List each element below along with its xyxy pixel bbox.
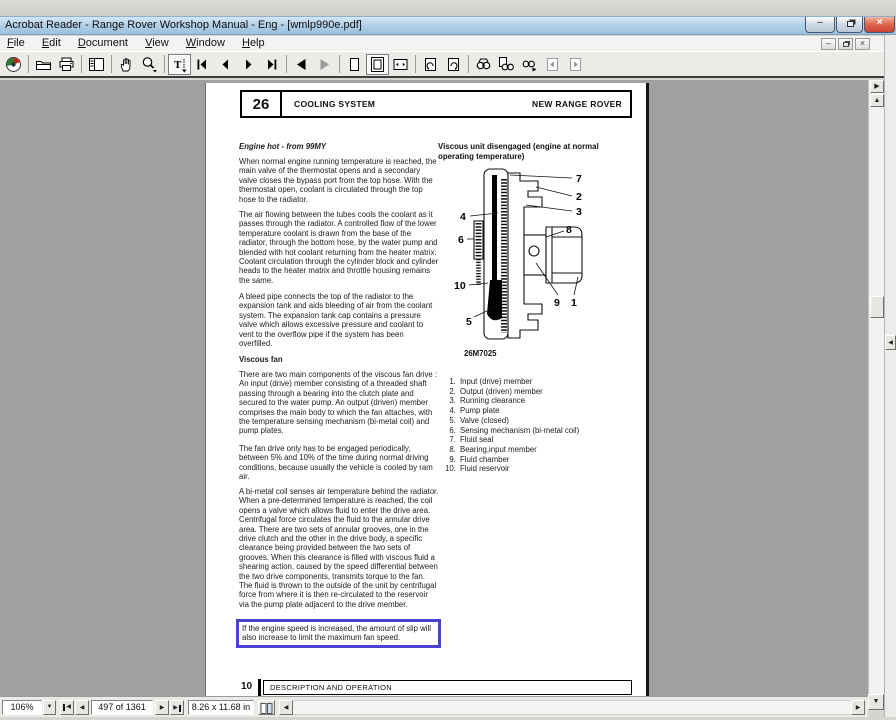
first-page-icon	[194, 56, 211, 73]
first-page-button[interactable]	[60, 700, 74, 715]
page-layout-icon	[260, 702, 273, 715]
page-layout-button[interactable]	[258, 700, 275, 715]
bar-icon	[63, 704, 65, 711]
figure-legend	[444, 377, 634, 474]
toolbar-separator	[164, 55, 165, 73]
minimize-icon: –	[825, 38, 831, 48]
callout-9: 9	[554, 297, 560, 309]
triangle-right-icon: ▶	[173, 705, 178, 711]
restore-icon	[843, 42, 849, 47]
horizontal-scrollbar[interactable]	[279, 700, 865, 715]
actual-size-icon	[346, 56, 363, 73]
previous-page-button[interactable]	[214, 54, 237, 75]
mdi-window-controls	[821, 38, 870, 50]
first-page-button[interactable]	[191, 54, 214, 75]
restore-button[interactable]	[836, 17, 863, 33]
footer-divider	[258, 679, 261, 696]
zoom-tool-button[interactable]	[138, 54, 161, 75]
legend-item: 7. Fluid seal	[458, 435, 634, 445]
hand-icon	[118, 56, 135, 73]
fit-in-window-button[interactable]	[366, 54, 389, 75]
mdi-restore-button[interactable]	[838, 38, 853, 50]
previous-view-icon	[422, 56, 439, 73]
toolbar-separator	[339, 55, 340, 73]
minimize-button[interactable]	[805, 17, 835, 33]
menu-help[interactable]: Help	[241, 37, 265, 49]
close-icon: ×	[876, 17, 883, 28]
legend-item: 5. Valve (closed)	[458, 416, 634, 426]
text-select-icon	[171, 56, 188, 73]
vertical-scrollbar[interactable]	[868, 80, 884, 694]
titlebar	[0, 16, 896, 35]
document-area[interactable]	[0, 80, 868, 696]
acrobat-logo-button[interactable]	[2, 54, 25, 75]
desktop-backdrop	[0, 0, 896, 16]
pdf-page	[205, 83, 649, 696]
legend-item: 2. Output (driven) member	[458, 387, 634, 397]
triangle-left-icon: ◀	[66, 704, 71, 710]
page-size-indicator: 8.26 x 11.68 in	[188, 700, 254, 715]
triangle-right-icon: ▶	[159, 705, 165, 711]
paragraph: The fan drive only has to be engaged periodically, between 5% and 10% of the time during normal driving conditions, because usually the vehicle is cooled by ram air.	[239, 444, 433, 482]
callout-4: 4	[460, 211, 466, 223]
legend-item: 10. Fluid reservoir	[458, 464, 634, 474]
binoculars-page-icon	[498, 56, 515, 73]
menubar	[0, 36, 884, 51]
highlight-annotation[interactable]: If the engine speed is increased, the amount of slip will also increase to limit the maximum fan speed.	[236, 619, 441, 648]
binoculars-next-icon	[521, 56, 538, 73]
collapsed-scroll-thumb[interactable]	[885, 335, 896, 350]
next-view-icon	[445, 56, 462, 73]
legend-item: 8. Bearing,input member	[458, 445, 634, 455]
legend-item: 9. Fluid chamber	[458, 455, 634, 465]
magnifier-icon	[141, 56, 158, 73]
figure-heading: Viscous unit disengaged (engine at normal operating temperature)	[438, 142, 599, 161]
search-results-button[interactable]	[518, 54, 541, 75]
subsection-heading: Viscous fan	[239, 355, 283, 364]
chapter-number: 26	[252, 95, 270, 113]
toolbar-separator	[111, 55, 112, 73]
scroll-up-button[interactable]	[870, 94, 884, 107]
scroll-down-button[interactable]	[868, 694, 884, 710]
paragraph: When normal engine running temperature is reached, the main valve of the thermostat opens and a secondary valve closes the bypass port from the top hose. With the thermostat open, coolant is circulated through the top hose to the radiator.	[239, 157, 437, 204]
last-page-icon	[263, 56, 280, 73]
actual-size-button[interactable]	[343, 54, 366, 75]
text-select-tool-button[interactable]	[168, 54, 191, 75]
zoom-dropdown-button[interactable]	[43, 700, 56, 715]
legend-item: 3. Running clearance	[458, 396, 634, 406]
zoom-level[interactable]: 106%	[2, 700, 42, 715]
triangle-left-icon: ◀	[79, 705, 85, 711]
navigation-pane-button[interactable]	[85, 54, 108, 75]
bar-icon	[179, 705, 181, 712]
legend-item: 6. Sensing mechanism (bi-metal coil)	[458, 426, 634, 436]
last-page-button[interactable]	[170, 700, 184, 715]
triangle-up-icon: ▲	[873, 97, 881, 104]
back-arrow-icon	[293, 56, 310, 73]
triangle-right-icon: ▶	[874, 83, 880, 90]
close-icon: ×	[859, 38, 866, 48]
hand-tool-button[interactable]	[115, 54, 138, 75]
find-button[interactable]	[472, 54, 495, 75]
go-back-button[interactable]	[290, 54, 313, 75]
scroll-right-button[interactable]	[851, 700, 865, 715]
next-page-button[interactable]	[155, 700, 169, 715]
page-indicator[interactable]: 497 of 1361	[91, 700, 153, 715]
next-highlight-icon	[567, 56, 584, 73]
callout-2: 2	[576, 191, 582, 203]
statusbar	[0, 696, 868, 717]
previous-view-button[interactable]	[419, 54, 442, 75]
toolbar-separator	[468, 55, 469, 73]
open-folder-icon	[35, 56, 52, 73]
next-highlight-button[interactable]	[564, 54, 587, 75]
window-title: Acrobat Reader - Range Rover Workshop Manual - Eng - [wmlp990e.pdf]	[5, 19, 362, 31]
next-page-icon	[240, 56, 257, 73]
page-number: 10	[241, 681, 253, 692]
callout-5: 5	[466, 316, 472, 328]
mdi-close-button[interactable]	[855, 38, 870, 50]
figure-code: 26M7025	[464, 349, 497, 358]
last-page-button[interactable]	[260, 54, 283, 75]
legend-item: 4. Pump plate	[458, 406, 634, 416]
scroll-menu-button[interactable]	[870, 80, 884, 93]
header-right-title: NEW RANGE ROVER	[532, 99, 622, 109]
fit-width-button[interactable]	[389, 54, 412, 75]
search-button[interactable]	[495, 54, 518, 75]
svg-text:T: T	[174, 58, 182, 71]
callout-3: 3	[576, 206, 582, 218]
toolbar-separator	[415, 55, 416, 73]
scroll-left-button[interactable]	[279, 700, 293, 715]
callout-7: 7	[576, 173, 582, 185]
window-right-scrollbar[interactable]	[884, 35, 896, 717]
menu-document[interactable]: Document	[77, 37, 128, 49]
viscous-unit-diagram	[454, 165, 600, 347]
toolbar-separator	[81, 55, 82, 73]
callout-6: 6	[458, 234, 464, 246]
previous-highlight-icon	[544, 56, 561, 73]
legend-item: 1. Input (drive) member	[458, 377, 634, 387]
fit-width-icon	[392, 56, 409, 73]
triangle-down-icon: ▼	[46, 704, 53, 710]
acrobat-logo-icon	[5, 56, 22, 73]
triangle-left-icon: ◀	[283, 705, 289, 711]
minimize-icon: –	[817, 17, 823, 28]
vertical-scroll-thumb[interactable]	[870, 296, 884, 318]
triangle-left-icon: ◀	[888, 340, 893, 346]
next-view-button[interactable]	[442, 54, 465, 75]
subsection-heading: Engine hot - from 99MY	[239, 142, 327, 151]
paragraph: The air flowing between the tubes cools the coolant as it passes through the radiator. A controlled flow of the lower temperature coolant is drawn from the base of the radiator, through the bottom hose, by the water pump and blended with hot coolant returning from the heater matrix. Coolant circulation through the cylinder block and cylinder heads to the heater matrix and throttle housing remains the same.	[239, 210, 439, 285]
navigation-pane-icon	[88, 56, 105, 73]
paragraph: A bleed pipe connects the top of the radiator to the expansion tank and aids bleeding of air from the coolant system. The expansion tank cap contains a pressure valve which allows excessive pressure and coolant to vent to the overflow pipe if the system has been overfilled.	[239, 292, 433, 349]
triangle-down-icon: ▼	[872, 698, 880, 705]
menu-edit[interactable]: Edit	[41, 37, 61, 49]
printer-icon	[58, 56, 75, 73]
previous-page-icon	[217, 56, 234, 73]
print-button[interactable]	[55, 54, 78, 75]
mdi-minimize-button[interactable]	[821, 38, 836, 50]
previous-page-button[interactable]	[75, 700, 89, 715]
toolbar-separator	[28, 55, 29, 73]
menu-window[interactable]: Window	[185, 37, 225, 49]
triangle-right-icon: ▶	[855, 705, 861, 711]
binoculars-icon	[475, 56, 492, 73]
paragraph: A bi-metal coil senses air temperature behind the radiator. When a pre-determined temperature is reached, the coil opens a valve which allows fluid to enter the drive area. Centrifugal force circulates the fluid to the annular drive area. There are two sets of annular grooves, one in the drive clutch and the other in the drive body, a specific clearance being provided between the two sets of grooves. When this clearance is filled with viscous fluid a shearing action, caused by the speed differential between the two drive components, transmits torque to the fan. The fluid is thrown to the outside of the unit by centrifugal force from where it is then re-circulated to the reservoir via the pump plate adjacent to the drive member.	[239, 487, 439, 609]
cross-section-drawing	[454, 165, 600, 347]
chapter-header	[240, 90, 632, 118]
section-footer: DESCRIPTION AND OPERATION	[263, 680, 632, 695]
toolbar	[0, 51, 884, 78]
callout-1: 1	[571, 297, 577, 309]
fit-page-icon	[369, 56, 386, 73]
go-forward-button[interactable]	[313, 54, 336, 75]
chapter-title: COOLING SYSTEM	[294, 99, 376, 109]
paragraph: There are two main components of the viscous fan drive : An input (drive) member consisting of a threaded shaft passing through a bearing into the clutch plate and secured to the water pump. An output (driven) member comprises the main body to which the fan attaches, with the temperature sensing mechanism (bi-metal coil) and pump plates.	[239, 370, 438, 436]
toolbar-separator	[286, 55, 287, 73]
menu-view[interactable]: View	[145, 37, 169, 49]
close-button[interactable]	[864, 17, 895, 33]
open-file-button[interactable]	[32, 54, 55, 75]
restore-icon	[847, 21, 854, 27]
forward-arrow-icon	[316, 56, 333, 73]
menu-file[interactable]: File	[7, 37, 25, 49]
previous-highlight-button[interactable]	[541, 54, 564, 75]
callout-10: 10	[454, 280, 466, 292]
callout-8: 8	[566, 224, 572, 236]
next-page-button[interactable]	[237, 54, 260, 75]
